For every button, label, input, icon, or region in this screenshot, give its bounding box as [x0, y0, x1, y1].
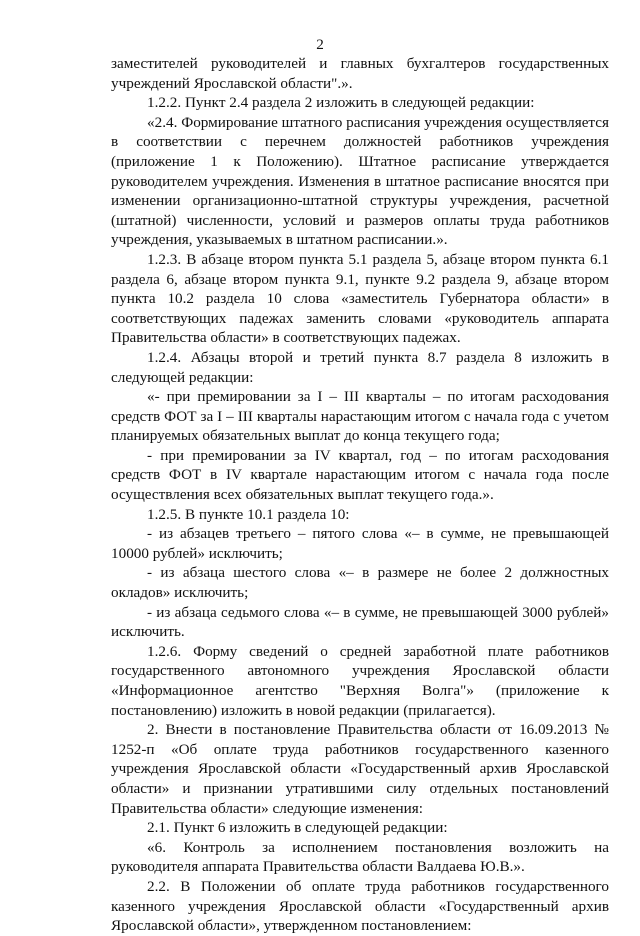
- paragraph: 1.2.4. Абзацы второй и третий пункта 8.7 раздела 8 изложить в следующей редакции:: [111, 348, 609, 386]
- paragraph: - из абзаца седьмого слова «– в сумме, не превышающей 3000 рублей» исключить.: [111, 603, 609, 641]
- paragraph: «6. Контроль за исполнением постановления возложить на руководителя аппарата Правительства области Валдаева Ю.В.».: [111, 838, 609, 876]
- paragraph: 2.1. Пункт 6 изложить в следующей редакции:: [147, 819, 448, 837]
- document-body: [111, 54, 609, 936]
- paragraph: 2. Внести в постановление Правительства области от 16.09.2013 № 1252-п «Об оплате труда работников государственного казенного учреждения Ярославской области «Государственный архив Ярославской области» и признании утратившими силу отдельных постановлений Правительства области» следующие изменения:: [111, 721, 609, 817]
- paragraph: 2.2. В Положении об оплате труда работников государственного казенного учреждения Ярославской области «Государственный архив Ярославской области», утвержденном постановлением:: [111, 877, 609, 935]
- paragraph: - из абзацев третьего – пятого слова «– в сумме, не превышающей 10000 рублей» исключить;: [111, 525, 609, 562]
- page-number: 2: [316, 36, 324, 53]
- paragraph: - при премировании за IV квартал, год – по итогам расходования средств ФОТ в IV квартале нарастающим итогом с начала года после осуществления всех обязательных выплат текущего года.».: [111, 446, 609, 504]
- paragraph: заместителей руководителей и главных бухгалтеров государственных учреждений Ярославской области".».: [111, 55, 609, 92]
- paragraph: 1.2.5. В пункте 10.1 раздела 10:: [147, 505, 350, 523]
- paragraph: «2.4. Формирование штатного расписания учреждения осуществляется в соответствии с перечнем должностей работников учреждения (приложение 1 к Положению). Штатное расписание утверждается руководителем учреждения. Изменения в штатное расписание вносятся при изменении организационно-штатной структуры учреждения, расчетной (штатной) численности, условий и размеров оплаты труда работников учреждения, указываемых в штатном расписании.».: [111, 113, 609, 249]
- paragraph: 1.2.2. Пункт 2.4 раздела 2 изложить в следующей редакции:: [147, 94, 535, 112]
- paragraph: «- при премировании за I – III кварталы – по итогам расходования средств ФОТ за I – III кварталы нарастающим итогом с начала года с учетом планируемых обязательных выплат до конца текущего года;: [111, 388, 609, 445]
- paragraph: 1.2.6. Форму сведений о средней заработной плате работников государственного автономного учреждения Ярославской области «Информационное агентство "Верхняя Волга"» (приложение к постановлению) изложить в новой редакции (прилагается).: [111, 642, 609, 719]
- paragraph: 1.2.3. В абзаце втором пункта 5.1 раздела 5, абзаце втором пункта 6.1 раздела 6, абзаце втором пункта 9.1, пункте 9.2 раздела 9, абзаце втором пункта 10.2 раздела 10 слова «заместитель Губернатора области» в соответствующих падежах заменить словами «руководитель аппарата Правительства области» в соответствующих падежах.: [111, 250, 609, 347]
- paragraph: - из абзаца шестого слова «– в размере не более 2 должностных окладов» исключить;: [111, 564, 609, 602]
